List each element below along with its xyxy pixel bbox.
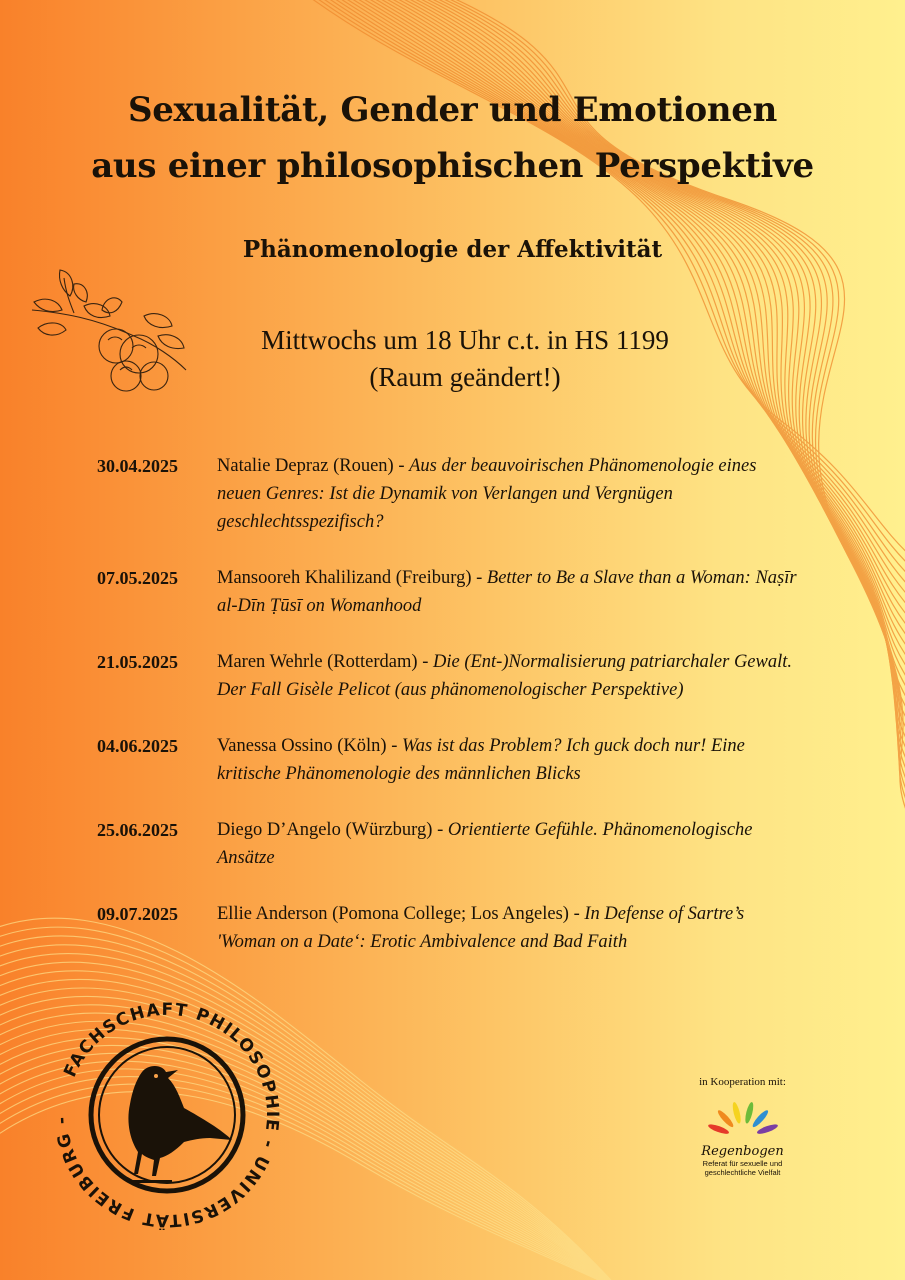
cooperation-label: in Kooperation mit: — [699, 1076, 786, 1088]
room-change-note: (Raum geändert!) — [369, 362, 561, 392]
event-description — [217, 564, 797, 620]
event-talk-title: Aus der beauvoirischen Phänomenologie eines neuen Genres: Ist die Dynamik von Verlangen und Vergnügen geschlechtsspezifisch? — [217, 456, 757, 532]
event-talk-title: Die (Ent-)Normalisierung patriarchaler Gewalt. Der Fall Gisèle Pelicot (aus phänomenologischer Perspektive) — [217, 652, 793, 700]
event-talk-title: Was ist das Problem? Ich guck doch nur! Eine kritische Phänomenologie des männlichen Blicks — [217, 736, 745, 784]
event-entry — [97, 648, 817, 704]
event-description — [217, 452, 797, 536]
event-date: 25.06.2025 — [97, 820, 178, 840]
event-list — [97, 452, 817, 984]
logo-ring-text: FACHSCHAFT PHILOSOPHIE - UNIVERSITÄT FREIBURG - — [52, 1000, 282, 1230]
event-entry — [97, 900, 817, 956]
event-speaker: Mansooreh Khalilizand (Freiburg) — [217, 568, 472, 588]
event-entry — [97, 816, 817, 872]
event-separator: - — [568, 904, 585, 924]
event-description — [217, 648, 797, 704]
cooperation-block — [660, 1076, 825, 1177]
event-speaker: Natalie Depraz (Rouen) — [217, 456, 394, 476]
event-description — [217, 816, 797, 872]
event-separator: - — [386, 736, 402, 756]
title-line-2: aus einer philosophischen Perspektive — [91, 146, 814, 186]
event-speaker: Maren Wehrle (Rotterdam) — [217, 652, 418, 672]
event-talk-title: Orientierte Gefühle. Phänomenologische Ansätze — [217, 820, 753, 868]
rainbow-petals-icon — [698, 1092, 788, 1142]
schedule-info — [200, 322, 730, 396]
partner-subtitle-2: geschlechtliche Vielfalt — [704, 1168, 781, 1177]
event-separator: - — [471, 568, 487, 588]
fruit-branch-illustration — [24, 258, 194, 398]
partner-name: Regenbogen — [701, 1144, 784, 1159]
event-date: 04.06.2025 — [97, 736, 178, 756]
poster-subtitle: Phänomenologie der Affektivität — [242, 236, 663, 263]
event-talk-title: In Defense of Sartre’s 'Woman on a Date‘: Erotic Ambivalence and Bad Faith — [217, 904, 745, 952]
event-date: 09.07.2025 — [97, 904, 178, 924]
partner-subtitle-1: Referat für sexuelle und — [702, 1159, 783, 1168]
event-talk-title: Better to Be a Slave than a Woman: Naṣīr al-Dīn Ṭūsī on Womanhood — [217, 568, 797, 616]
event-entry — [97, 452, 817, 536]
event-separator: - — [417, 652, 433, 672]
raven-icon — [128, 1066, 232, 1183]
event-date: 21.05.2025 — [97, 652, 178, 672]
event-date: 07.05.2025 — [97, 568, 178, 588]
event-speaker: Diego D’Angelo (Würzburg) — [217, 820, 433, 840]
event-speaker: Vanessa Ossino (Köln) — [217, 736, 387, 756]
event-description — [217, 732, 797, 788]
event-separator: - — [393, 456, 410, 476]
event-speaker: Ellie Anderson (Pomona College; Los Angeles) — [217, 904, 569, 924]
fachschaft-philosophie-logo — [52, 1000, 282, 1230]
event-separator: - — [432, 820, 448, 840]
schedule-time-room: Mittwochs um 18 Uhr c.t. in HS 1199 — [261, 325, 669, 355]
event-description — [217, 900, 797, 956]
title-line-1: Sexualität, Gender und Emotionen — [127, 90, 778, 130]
event-entry — [97, 732, 817, 788]
poster-title — [0, 82, 905, 194]
event-date: 30.04.2025 — [97, 456, 178, 476]
event-entry — [97, 564, 817, 620]
